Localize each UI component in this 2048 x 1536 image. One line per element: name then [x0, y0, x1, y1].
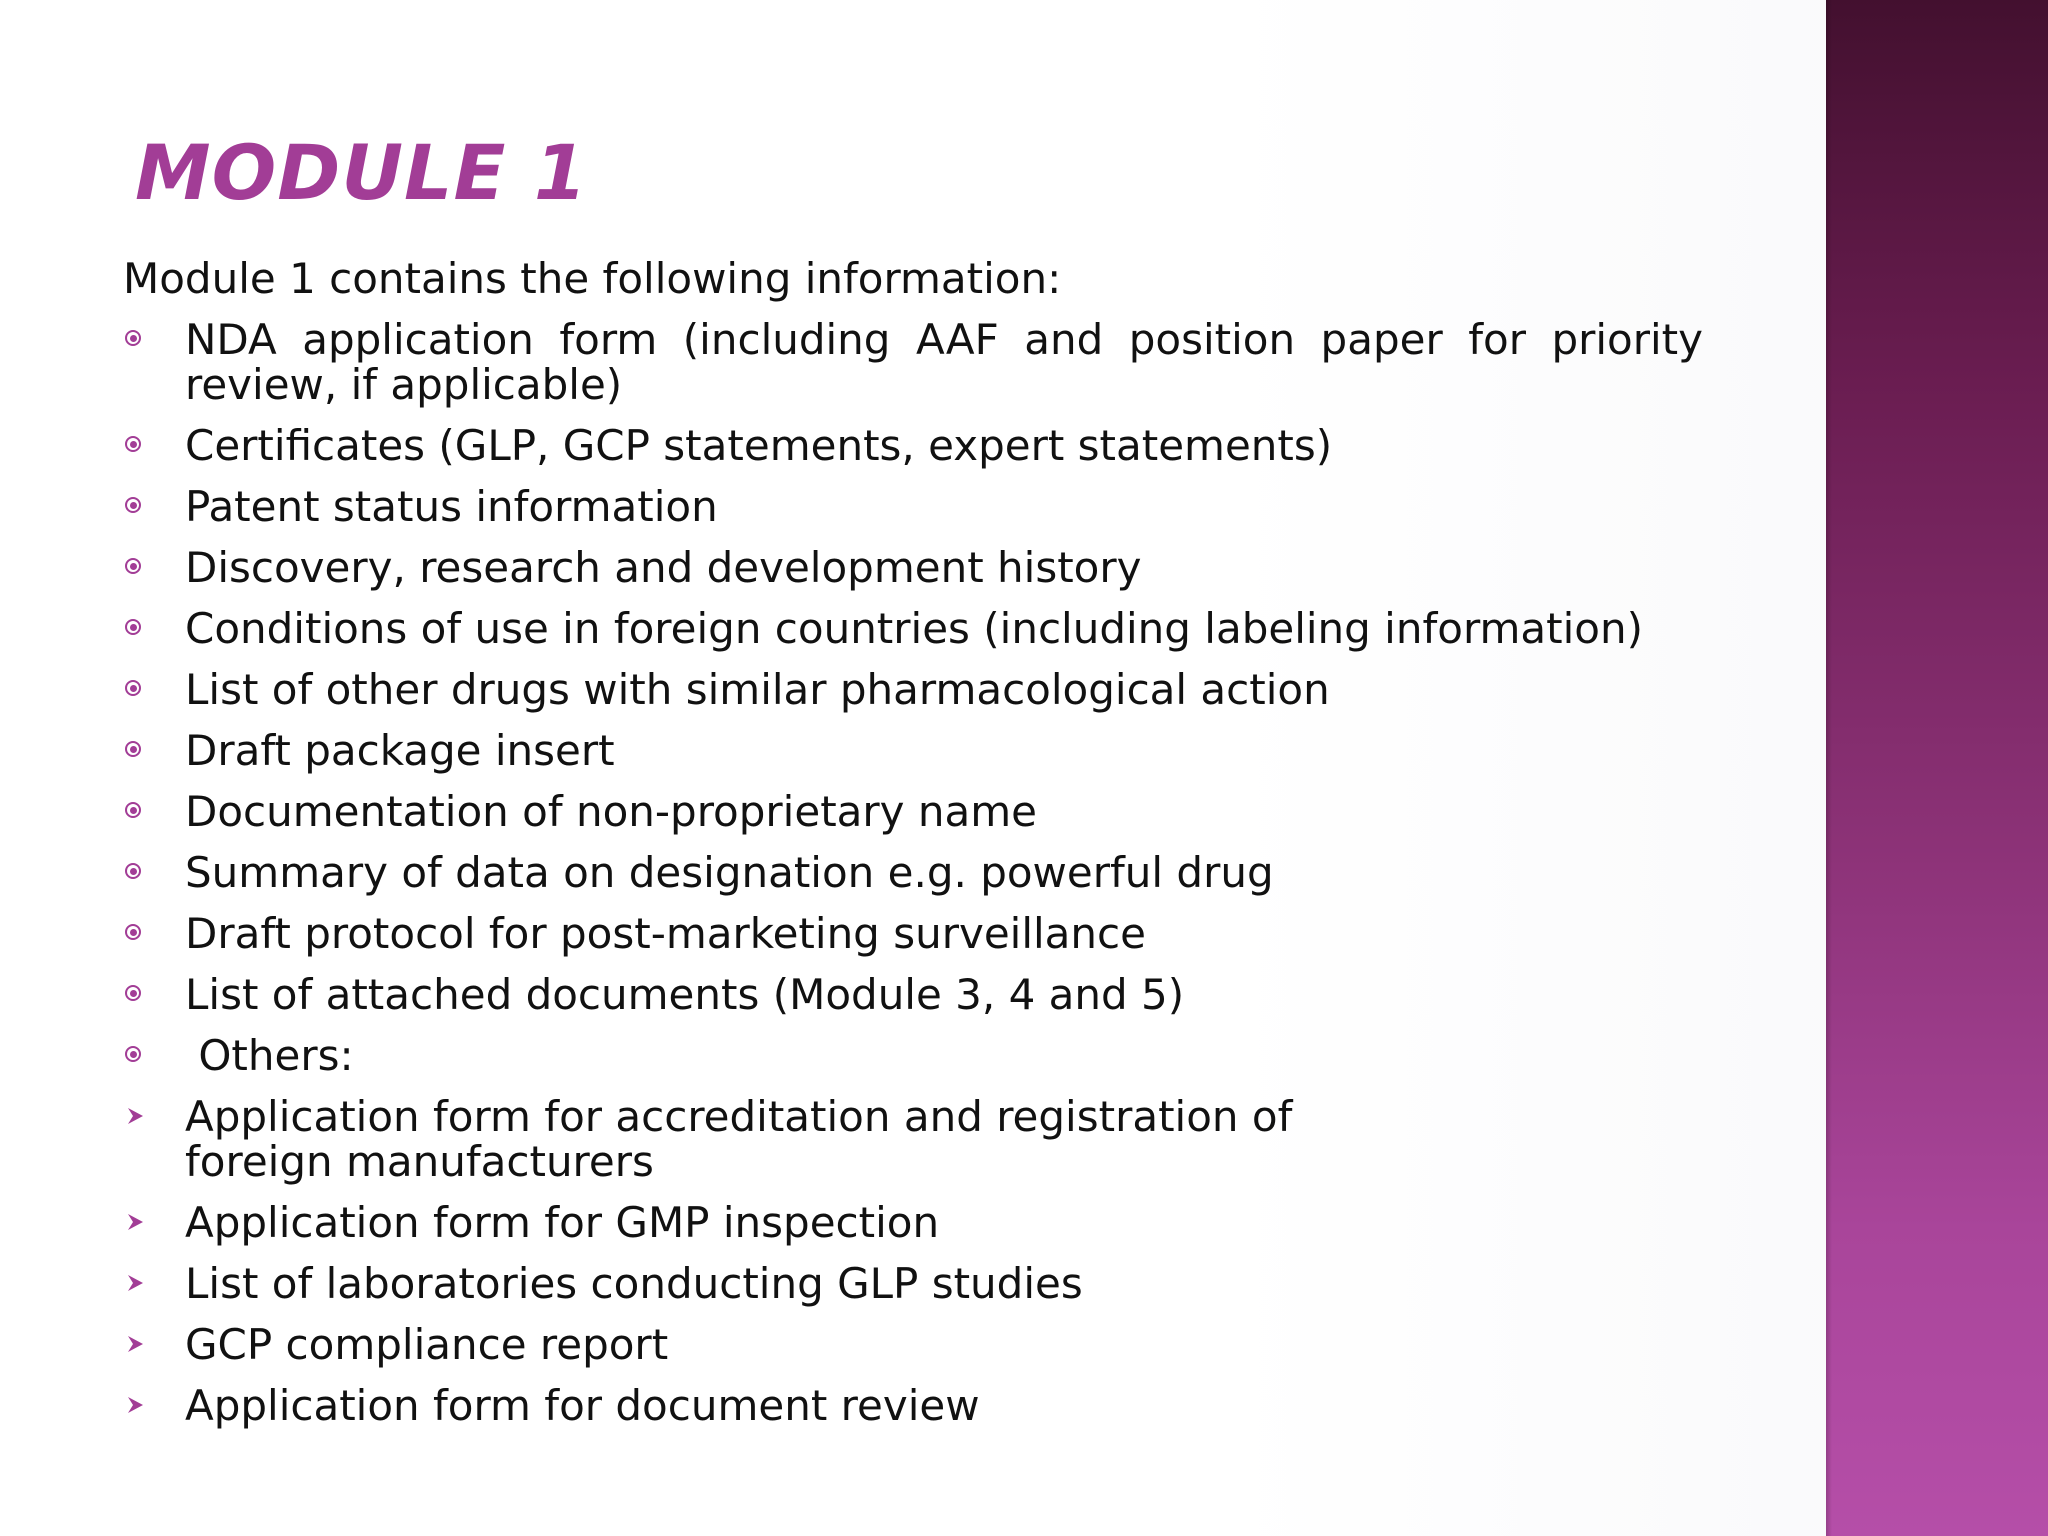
circle-bullet-icon [125, 863, 141, 879]
circle-bullet-icon [125, 802, 141, 818]
list-item [123, 1033, 1703, 1078]
list-item-text: Certificates (GLP, GCP statements, expert statements) [185, 421, 1333, 470]
list-item [123, 423, 1703, 468]
list-item-text: Application form for accreditation and registration of foreign manufacturers [185, 1092, 1293, 1186]
list-item-text: Draft protocol for post-marketing surveillance [185, 909, 1146, 958]
list-item [123, 728, 1703, 773]
circle-bullet-icon [125, 497, 141, 513]
list-item-text: Application form for document review [185, 1381, 980, 1430]
slide-title: MODULE 1 [135, 128, 588, 217]
circle-bullet-icon [125, 558, 141, 574]
list-item-text: Patent status information [185, 482, 718, 531]
list-item [123, 667, 1703, 712]
list-item-text: Conditions of use in foreign countries (including labeling information) [185, 604, 1643, 653]
list-item-text: Documentation of non-proprietary name [185, 787, 1037, 836]
circle-bullet-icon [125, 436, 141, 452]
arrow-bullet-icon [126, 1272, 146, 1294]
list-item [123, 1261, 1703, 1306]
list-item-text: Application form for GMP inspection [185, 1198, 940, 1247]
list-item-text: Others: [185, 1031, 354, 1080]
arrow-bullet-icon [126, 1394, 146, 1416]
list-item-text: Discovery, research and development history [185, 543, 1142, 592]
slide-body [123, 256, 1703, 1444]
list-item [123, 1200, 1703, 1245]
list-item [123, 1322, 1703, 1367]
list-item-text: List of other drugs with similar pharmacological action [185, 665, 1330, 714]
bullet-list [123, 317, 1703, 1428]
list-item [123, 317, 1703, 407]
list-item [123, 972, 1703, 1017]
list-item [123, 911, 1703, 956]
list-item [123, 1094, 1703, 1184]
intro-text: Module 1 contains the following information: [123, 254, 1062, 303]
list-item-text: Draft package insert [185, 726, 615, 775]
list-item [123, 606, 1703, 651]
list-item [123, 1383, 1703, 1428]
circle-bullet-icon [125, 1046, 141, 1062]
side-band-shadow [1826, 0, 1832, 1536]
circle-bullet-icon [125, 619, 141, 635]
list-item-text: List of laboratories conducting GLP studies [185, 1259, 1083, 1308]
list-item-text: GCP compliance report [185, 1320, 669, 1369]
list-item [123, 545, 1703, 590]
arrow-bullet-icon [126, 1333, 146, 1355]
list-item-text: Summary of data on designation e.g. powerful drug [185, 848, 1274, 897]
list-item-text: NDA application form (including AAF and position paper for priority review, if applicable) [185, 315, 1703, 409]
arrow-bullet-icon [126, 1105, 146, 1127]
list-item-text: List of attached documents (Module 3, 4 and 5) [185, 970, 1185, 1019]
circle-bullet-icon [125, 985, 141, 1001]
circle-bullet-icon [125, 330, 141, 346]
list-item [123, 850, 1703, 895]
circle-bullet-icon [125, 680, 141, 696]
list-item [123, 484, 1703, 529]
arrow-bullet-icon [126, 1211, 146, 1233]
decorative-side-band [1826, 0, 2048, 1536]
circle-bullet-icon [125, 924, 141, 940]
list-item [123, 789, 1703, 834]
circle-bullet-icon [125, 741, 141, 757]
